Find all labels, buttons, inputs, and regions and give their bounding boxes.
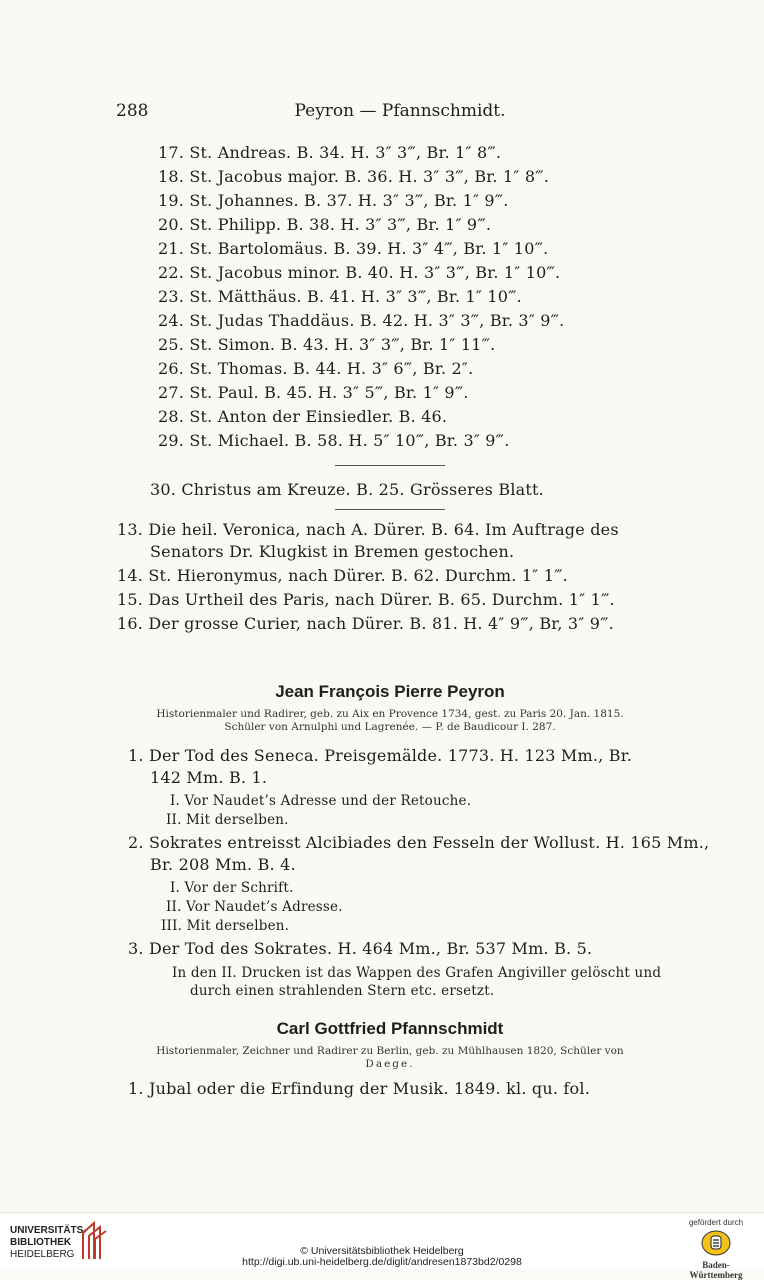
page-number: 288 <box>116 101 149 121</box>
state-note: I. Vor Naudet’s Adresse und der Retouche. <box>170 793 472 809</box>
list-item: 16. Der grosse Curier, nach Dürer. B. 81. H. 4″ 9‴, Br, 3″ 9‴. <box>117 614 614 633</box>
artist-bio: Historienmaler und Radirer, geb. zu Aix en Provence 1734, gest. zu Paris 20. Jan. 1815. <box>156 708 624 720</box>
copyright-text: © Universitätsbibliothek Heidelberg <box>300 1245 464 1257</box>
artist-heading: Jean François Pierre Peyron <box>275 682 505 701</box>
state-note: II. Mit derselben. <box>166 812 289 828</box>
work-note: In den II. Drucken ist das Wappen des Grafen Angiviller gelöscht und <box>172 965 662 981</box>
footer-bar <box>0 1212 764 1280</box>
work-entry-continuation: 142 Mm. B. 1. <box>150 768 268 787</box>
list-item: 25. St. Simon. B. 43. H. 3″ 3‴, Br. 1″ 11‴. <box>158 335 496 354</box>
list-item: 13. Die heil. Veronica, nach A. Dürer. B. 64. Im Auftrage des <box>117 520 619 539</box>
artist-heading: Carl Gottfried Pfannschmidt <box>276 1019 504 1038</box>
list-item: 22. St. Jacobus minor. B. 40. H. 3″ 3‴, Br. 1″ 10‴. <box>158 263 561 282</box>
list-item-continuation: Senators Dr. Klugkist in Bremen gestochen. <box>150 542 515 561</box>
work-entry: 1. Jubal oder die Erfindung der Musik. 1849. kl. qu. fol. <box>128 1079 590 1098</box>
artist-bio: Historienmaler, Zeichner und Radirer zu Berlin, geb. zu Mühlhausen 1820, Schüler von <box>156 1045 624 1057</box>
list-item: 17. St. Andreas. B. 34. H. 3″ 3‴, Br. 1″ 8‴. <box>158 143 502 162</box>
list-item: 24. St. Judas Thaddäus. B. 42. H. 3″ 3‴, Br. 3″ 9‴. <box>158 311 565 330</box>
divider <box>335 509 445 510</box>
list-item: 19. St. Johannes. B. 37. H. 3″ 3‴, Br. 1″ 9‴. <box>158 191 509 210</box>
work-entry: 3. Der Tod des Sokrates. H. 464 Mm., Br. 537 Mm. B. 5. <box>128 939 593 958</box>
work-entry: 1. Der Tod des Seneca. Preisgemälde. 1773. H. 123 Mm., Br. <box>128 746 633 765</box>
state-note: I. Vor der Schrift. <box>170 880 294 896</box>
work-entry-continuation: Br. 208 Mm. B. 4. <box>150 855 296 874</box>
sponsor-block: gefördert durch Baden-Württemberg <box>688 1218 744 1280</box>
state-note: II. Vor Naudet’s Adresse. <box>166 899 343 915</box>
crest-icon <box>701 1230 731 1256</box>
list-item: 20. St. Philipp. B. 38. H. 3″ 3‴, Br. 1″ 9‴. <box>158 215 492 234</box>
artist-bio: Daege. <box>365 1058 415 1070</box>
list-item: 15. Das Urtheil des Paris, nach Dürer. B. 65. Durchm. 1″ 1‴. <box>117 590 615 609</box>
permalink[interactable]: http://digi.ub.uni-heidelberg.de/diglit/andresen1873bd2/0298 <box>242 1256 522 1268</box>
list-item: 23. St. Mätthäus. B. 41. H. 3″ 3‴, Br. 1″ 10‴. <box>158 287 522 306</box>
list-item: 18. St. Jacobus major. B. 36. H. 3″ 3‴, Br. 1″ 8‴. <box>158 167 549 186</box>
list-item: 30. Christus am Kreuze. B. 25. Grösseres Blatt. <box>150 480 544 499</box>
list-item: 27. St. Paul. B. 45. H. 3″ 5‴, Br. 1″ 9‴. <box>158 383 469 402</box>
list-item: 28. St. Anton der Einsiedler. B. 46. <box>158 407 448 426</box>
library-logo[interactable]: UNIVERSITÄTS- BIBLIOTHEK HEIDELBERG <box>10 1225 87 1260</box>
copyright-block <box>0 1246 764 1268</box>
work-note: durch einen strahlenden Stern etc. ersetzt. <box>190 983 495 999</box>
work-entry: 2. Sokrates entreisst Alcibiades den Fesseln der Wollust. H. 165 Mm., <box>128 833 710 852</box>
list-item: 21. St. Bartolomäus. B. 39. H. 3″ 4‴, Br. 1″ 10‴. <box>158 239 549 258</box>
state-note: III. Mit derselben. <box>161 918 290 934</box>
running-title: Peyron — Pfannschmidt. <box>294 101 506 121</box>
artist-bio: Schüler von Arnulphi und Lagrenée. — P. de Baudicour I. 287. <box>224 721 556 733</box>
divider <box>335 465 445 466</box>
running-header <box>116 101 684 127</box>
list-item: 14. St. Hieronymus, nach Dürer. B. 62. Durchm. 1″ 1‴. <box>117 566 568 585</box>
list-item: 26. St. Thomas. B. 44. H. 3″ 6‴, Br. 2″. <box>158 359 474 378</box>
list-item: 29. St. Michael. B. 58. H. 5″ 10‴, Br. 3″ 9‴. <box>158 431 510 450</box>
